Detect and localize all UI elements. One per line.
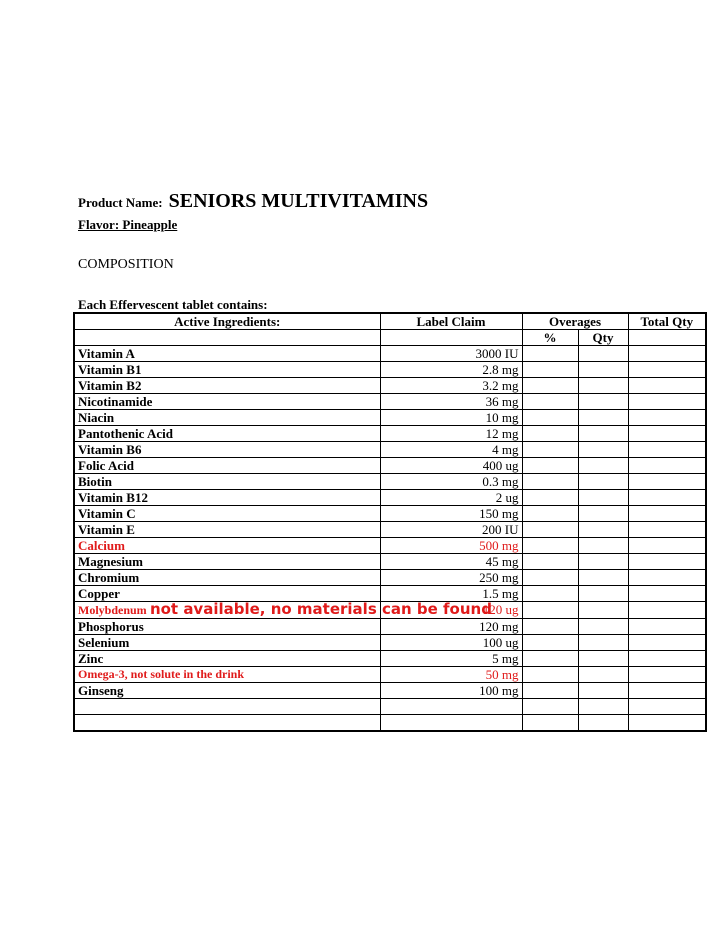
empty-cell (380, 699, 522, 715)
label-claim-value: 4 mg (380, 442, 522, 458)
total-qty-cell (628, 506, 706, 522)
total-qty-cell (628, 538, 706, 554)
ingredient-name: Vitamin B6 (74, 442, 380, 458)
subheader-empty-cell (74, 330, 380, 346)
total-qty-cell (628, 683, 706, 699)
empty-cell (578, 699, 628, 715)
overage-qty-cell (578, 619, 628, 635)
ingredient-name: Vitamin A (74, 346, 380, 362)
flavor-line: Flavor: Pineapple (78, 217, 178, 232)
overage-qty-cell (578, 442, 628, 458)
overage-pct-cell (522, 619, 578, 635)
ingredient-name: Omega-3, not solute in the drink (74, 667, 380, 683)
header-overages-qty: Qty (578, 330, 628, 346)
subheader-empty-cell (380, 330, 522, 346)
table-row (74, 651, 706, 667)
ingredient-name: Pantothenic Acid (74, 426, 380, 442)
table-row (74, 538, 706, 554)
table-row (74, 554, 706, 570)
ingredient-name-with-note (74, 600, 492, 619)
overage-qty-cell (578, 635, 628, 651)
table-row (74, 362, 706, 378)
table-row (74, 378, 706, 394)
label-claim-value: 50 mg (380, 667, 522, 683)
empty-cell (522, 715, 578, 732)
label-claim-value: 500 mg (380, 538, 522, 554)
overage-pct-cell (522, 538, 578, 554)
product-name-line (78, 190, 698, 213)
total-qty-cell (628, 378, 706, 394)
ingredient-name: Phosphorus (74, 619, 380, 635)
table-row (74, 426, 706, 442)
table-row (74, 410, 706, 426)
header-label-claim: Label Claim (380, 313, 522, 330)
total-qty-cell (628, 490, 706, 506)
total-qty-cell (628, 619, 706, 635)
overage-pct-cell (522, 394, 578, 410)
overage-qty-cell (578, 362, 628, 378)
header-overages: Overages (522, 313, 628, 330)
ingredient-name: Vitamin B12 (74, 490, 380, 506)
document-header (78, 190, 698, 313)
overage-qty-cell (578, 458, 628, 474)
empty-cell (578, 715, 628, 732)
empty-cell (628, 715, 706, 732)
label-claim-value: 5 mg (380, 651, 522, 667)
table-row (74, 394, 706, 410)
label-claim-value: 12 mg (380, 426, 522, 442)
header-total-qty: Total Qty (628, 313, 706, 330)
overage-pct-cell (522, 362, 578, 378)
table-empty-row (74, 699, 706, 715)
overage-qty-cell (578, 538, 628, 554)
overage-qty-cell (578, 410, 628, 426)
ingredient-name: Zinc (74, 651, 380, 667)
label-claim-value: 1.5 mg (380, 586, 522, 602)
overage-pct-cell (522, 554, 578, 570)
overage-pct-cell (522, 635, 578, 651)
overage-qty-cell (578, 683, 628, 699)
total-qty-cell (628, 410, 706, 426)
table-row (74, 602, 706, 619)
label-claim-value: 100 mg (380, 683, 522, 699)
ingredient-name: Ginseng (74, 683, 380, 699)
each-tablet-line: Each Effervescent tablet contains: (78, 297, 268, 312)
ingredient-name: Vitamin B2 (74, 378, 380, 394)
overage-pct-cell (522, 651, 578, 667)
overage-pct-cell (522, 378, 578, 394)
composition-heading: COMPOSITION (78, 257, 174, 272)
table-row (74, 346, 706, 362)
label-claim-value: 45 mg (380, 554, 522, 570)
overage-qty-cell (578, 346, 628, 362)
total-qty-cell (628, 651, 706, 667)
overage-qty-cell (578, 426, 628, 442)
label-claim-value: 2.8 mg (380, 362, 522, 378)
overage-qty-cell (578, 378, 628, 394)
total-qty-cell (628, 554, 706, 570)
overage-qty-cell (578, 570, 628, 586)
overage-qty-cell (578, 667, 628, 683)
total-qty-cell (628, 362, 706, 378)
overage-pct-cell (522, 683, 578, 699)
composition-table (73, 312, 707, 732)
product-name-label: Product Name: (78, 195, 163, 210)
table-row (74, 667, 706, 683)
ingredient-name: Niacin (74, 410, 380, 426)
overage-pct-cell (522, 410, 578, 426)
overage-pct-cell (522, 490, 578, 506)
header-ingredients: Active Ingredients: (74, 313, 380, 330)
overage-pct-cell (522, 586, 578, 602)
label-claim-value: 120 mg (380, 619, 522, 635)
overage-qty-cell (578, 394, 628, 410)
header-overages-pct: % (522, 330, 578, 346)
ingredient-name: Chromium (74, 570, 380, 586)
label-claim-value: 150 mg (380, 506, 522, 522)
total-qty-cell (628, 458, 706, 474)
total-qty-cell (628, 394, 706, 410)
total-qty-cell (628, 426, 706, 442)
empty-cell (74, 715, 380, 732)
table-subheader-row (74, 330, 706, 346)
total-qty-cell (628, 667, 706, 683)
ingredient-name: Copper (74, 586, 380, 602)
overage-pct-cell (522, 346, 578, 362)
ingredient-name: Vitamin B1 (74, 362, 380, 378)
overage-pct-cell (522, 506, 578, 522)
ingredient-name: Biotin (74, 474, 380, 490)
total-qty-cell (628, 522, 706, 538)
overage-pct-cell (522, 442, 578, 458)
product-name-value: SENIORS MULTIVITAMINS (168, 190, 429, 212)
ingredient-name: Folic Acid (74, 458, 380, 474)
overage-qty-cell (578, 554, 628, 570)
overage-qty-cell (578, 586, 628, 602)
ingredient-note: not available, no materials can be found (149, 600, 492, 618)
label-claim-value: 36 mg (380, 394, 522, 410)
ingredient-name: Molybdenum (78, 603, 147, 617)
table-row (74, 506, 706, 522)
overage-pct-cell (522, 570, 578, 586)
overage-qty-cell (578, 602, 628, 619)
table-row (74, 619, 706, 635)
empty-cell (380, 715, 522, 732)
overage-pct-cell (522, 522, 578, 538)
total-qty-cell (628, 635, 706, 651)
total-qty-cell (628, 346, 706, 362)
label-claim-value: 10 mg (380, 410, 522, 426)
total-qty-cell (628, 442, 706, 458)
total-qty-cell (628, 474, 706, 490)
overage-pct-cell (522, 667, 578, 683)
table-row (74, 635, 706, 651)
overage-qty-cell (578, 490, 628, 506)
empty-cell (522, 699, 578, 715)
overage-qty-cell (578, 651, 628, 667)
label-claim-value: 200 IU (380, 522, 522, 538)
label-claim-value: 250 mg (380, 570, 522, 586)
ingredient-name: Selenium (74, 635, 380, 651)
label-claim-value: 100 ug (380, 635, 522, 651)
total-qty-cell (628, 602, 706, 619)
overage-pct-cell (522, 602, 578, 619)
subheader-empty-cell (628, 330, 706, 346)
label-claim-value: 120 ug (380, 602, 522, 619)
table-row (74, 442, 706, 458)
table-row (74, 458, 706, 474)
label-claim-value: 3000 IU (380, 346, 522, 362)
overage-qty-cell (578, 474, 628, 490)
ingredient-name: Vitamin E (74, 522, 380, 538)
table-row (74, 474, 706, 490)
label-claim-value: 400 ug (380, 458, 522, 474)
table-row (74, 570, 706, 586)
ingredient-name: Magnesium (74, 554, 380, 570)
table-row (74, 522, 706, 538)
overage-pct-cell (522, 458, 578, 474)
table-row (74, 683, 706, 699)
ingredient-name: Calcium (74, 538, 380, 554)
overage-qty-cell (578, 506, 628, 522)
label-claim-value: 0.3 mg (380, 474, 522, 490)
empty-cell (628, 699, 706, 715)
overage-pct-cell (522, 426, 578, 442)
total-qty-cell (628, 570, 706, 586)
label-claim-value: 2 ug (380, 490, 522, 506)
overage-pct-cell (522, 474, 578, 490)
table-empty-row (74, 715, 706, 732)
ingredient-name: Nicotinamide (74, 394, 380, 410)
table-header-row (74, 313, 706, 330)
ingredient-name: Vitamin C (74, 506, 380, 522)
total-qty-cell (628, 586, 706, 602)
overage-qty-cell (578, 522, 628, 538)
empty-cell (74, 699, 380, 715)
label-claim-value: 3.2 mg (380, 378, 522, 394)
table-row (74, 490, 706, 506)
